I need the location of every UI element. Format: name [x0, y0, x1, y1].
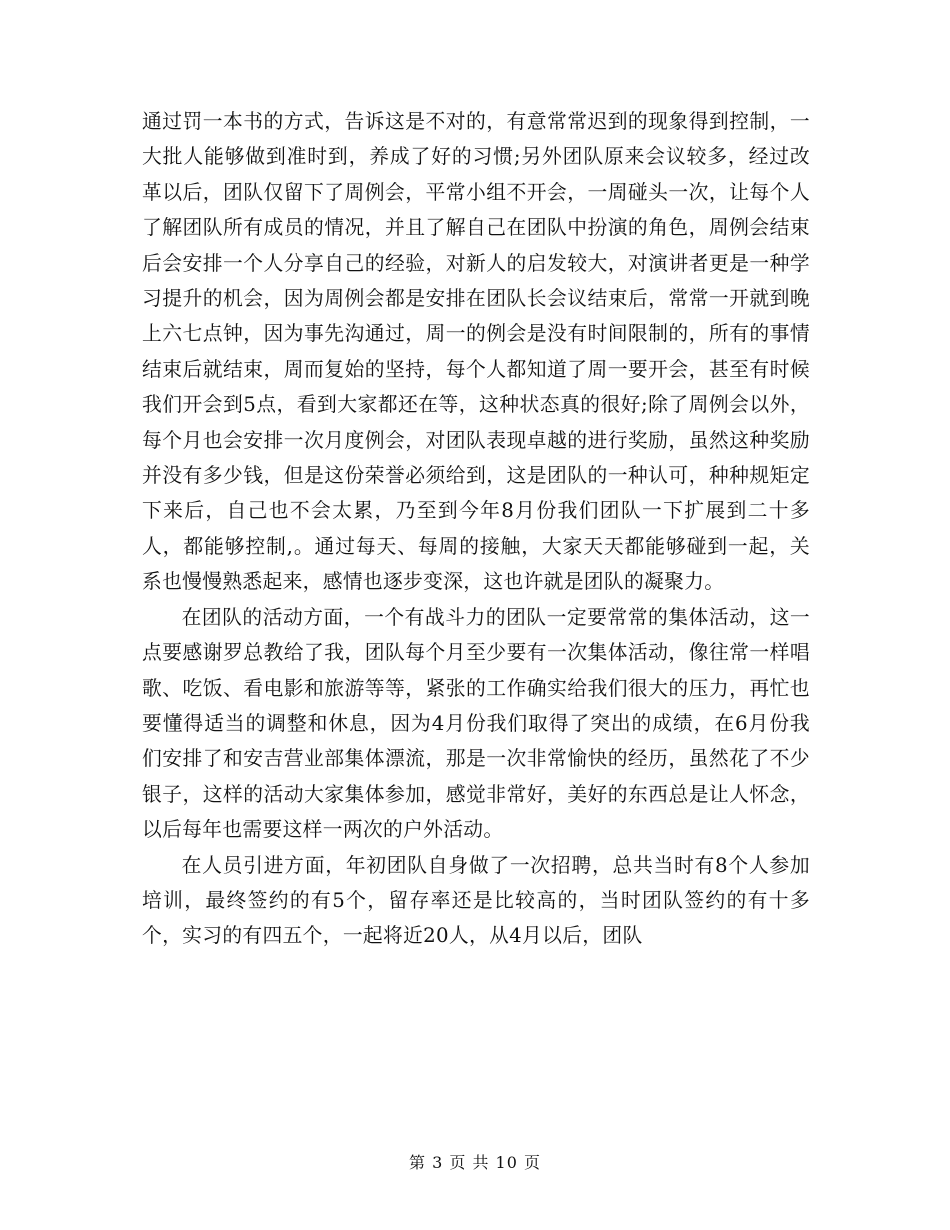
paragraph-1: 通过罚一本书的方式，告诉这是不对的，有意常常迟到的现象得到控制，一大批人能够做到准时到，养成了好的习惯;另外团队原来会议较多，经过改革以后，团队仅留下了周例会，平常小组不开会，一周碰头一次，让每个人了解团队所有成员的情况，并且了解自己在团队中扮演的角色，周例会结束后会安排一个人分享自己的经验，对新人的启发较大，对演讲者更是一种学习提升的机会，因为周例会都是安排在团队长会议结束后，常常一开就到晚上六七点钟，因为事先沟通过，周一的例会是没有时间限制的，所有的事情结束后就结束，周而复始的坚持，每个人都知道了周一要开会，甚至有时候我们开会到5点，看到大家都还在等，这种状态真的很好;除了周例会以外，每个月也会安排一次月度例会，对团队表现卓越的进行奖励，虽然这种奖励并没有多少钱，但是这份荣誉必须给到，这是团队的一种认可，种种规矩定下来后，自己也不会太累，乃至到今年8月份我们团队一下扩展到二十多人，都能够控制,。通过每天、每周的接触，大家天天都能够碰到一起，关系也慢慢熟悉起来，感情也逐步变深，这也许就是团队的凝聚力。: [142, 110, 810, 594]
document-body: [142, 104, 810, 954]
page-number-footer: 第 3 页 共 10 页: [409, 1153, 541, 1172]
paragraph-3: 在人员引进方面，年初团队自身做了一次招聘，总共当时有8个人参加培训，最终签约的有5个，留存率还是比较高的，当时团队签约的有十多个，实习的有四五个，一起将近20人，从4月以后，团队: [142, 853, 810, 948]
paragraph-2: 在团队的活动方面，一个有战斗力的团队一定要常常的集体活动，这一点要感谢罗总教给了我，团队每个月至少要有一次集体活动，像往常一样唱歌、吃饭、看电影和旅游等等，紧张的工作确实给我们很大的压力，再忙也要懂得适当的调整和休息，因为4月份我们取得了突出的成绩，在6月份我们安排了和安吉营业部集体漂流，那是一次非常愉快的经历，虽然花了不少银子，这样的活动大家集体参加，感觉非常好，美好的东西总是让人怀念，以后每年也需要这样一两次的户外活动。: [142, 605, 810, 842]
